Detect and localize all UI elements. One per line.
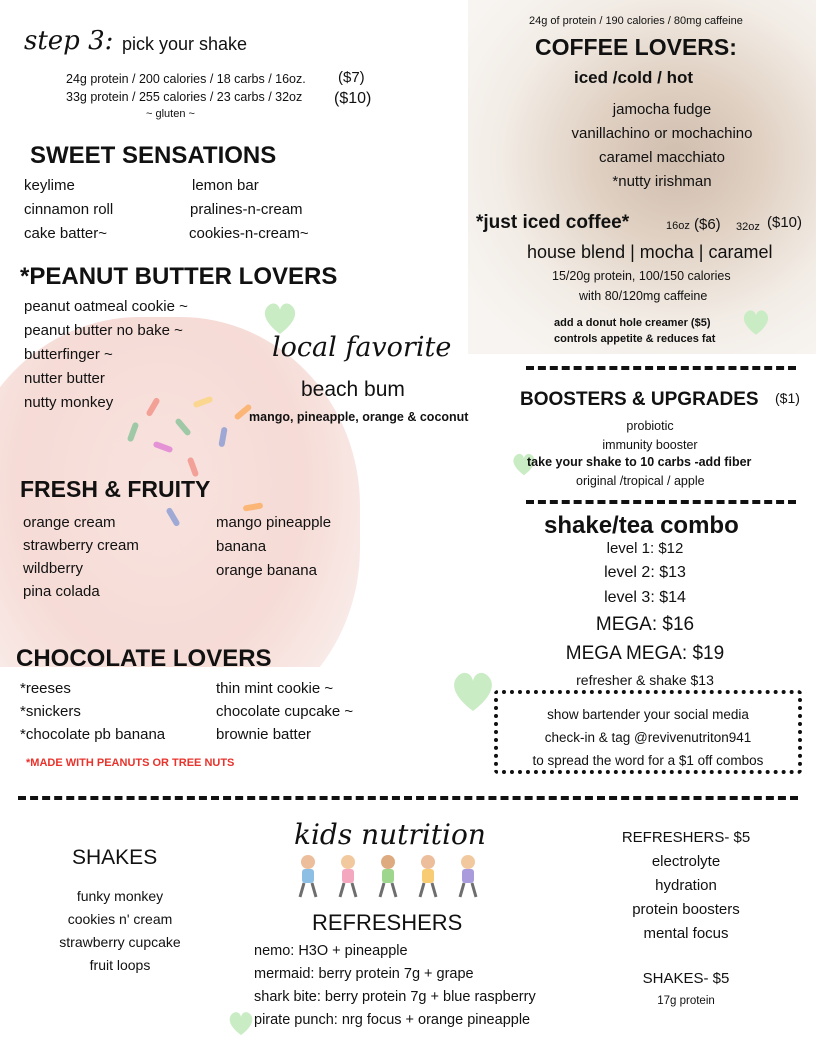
menu-item: jamocha fudge <box>612 101 712 118</box>
price-16oz: ($7) <box>338 69 365 86</box>
menu-item: keylime <box>24 177 75 194</box>
menu-item: electrolyte <box>651 853 721 870</box>
creamer-line-2: controls appetite & reduces fat <box>554 333 716 345</box>
separator <box>526 500 796 504</box>
sweet-col1 <box>24 174 113 246</box>
menu-item: *chocolate pb banana <box>20 726 166 743</box>
menu-item: *nutty irishman <box>612 173 712 190</box>
kids-shakes-list <box>30 885 210 977</box>
menu-item: *reeses <box>20 680 71 697</box>
menu-item: nutty monkey <box>24 394 114 411</box>
step-title: pick your shake <box>122 34 248 54</box>
fiber-upgrade: take your shake to 10 carbs -add fiber <box>527 455 752 469</box>
iced-size-32: 32oz <box>736 221 760 233</box>
kids-refreshers-list <box>254 940 536 1032</box>
coffee-header: 24g of protein / 190 calories / 80mg caffeine <box>529 15 743 27</box>
social-line: to spread the word for a $1 off combos <box>532 753 764 768</box>
creamer-line-1: add a donut hole creamer ($5) <box>554 317 711 329</box>
menu-item: lemon bar <box>192 177 259 194</box>
heart-icon <box>740 306 772 338</box>
fresh-title: FRESH & FRUITY <box>20 476 211 502</box>
separator <box>18 796 798 800</box>
boosters-title: BOOSTERS & UPGRADES <box>520 389 759 410</box>
menu-item: fruit loops <box>89 957 151 973</box>
menu-item: caramel macchiato <box>599 149 725 166</box>
right-refreshers <box>606 826 766 946</box>
sweet-title: SWEET SENSATIONS <box>30 142 277 169</box>
menu-item: funky monkey <box>76 888 164 904</box>
local-favorite-label: local favorite <box>272 332 452 363</box>
size-line-16oz: 24g protein / 200 calories / 18 carbs / 16oz. <box>66 72 306 86</box>
chocolate-col1 <box>20 677 165 746</box>
menu-item: probiotic <box>626 419 674 433</box>
peanut-title: *PEANUT BUTTER LOVERS <box>20 263 338 290</box>
price-32oz: ($10) <box>334 90 372 107</box>
local-favorite-desc: mango, pineapple, orange & coconut <box>249 410 469 424</box>
coffee-stats-2: with 80/120mg caffeine <box>579 289 708 303</box>
menu-item: peanut oatmeal cookie ~ <box>24 298 188 315</box>
chocolate-col2 <box>216 677 353 746</box>
menu-item: pina colada <box>23 583 100 600</box>
menu-item: cookies-n-cream~ <box>189 225 309 242</box>
menu-item: thin mint cookie ~ <box>216 680 334 697</box>
menu-item: orange cream <box>23 514 116 531</box>
step-label: step 3: <box>24 26 114 56</box>
menu-item: immunity booster <box>602 438 698 452</box>
menu-item: cookies n' cream <box>67 911 173 927</box>
social-line: show bartender your social media <box>547 707 749 722</box>
kids-dancing-icon <box>288 852 488 902</box>
coffee-flavors: house blend | mocha | caramel <box>527 242 773 262</box>
fresh-col1 <box>23 511 139 603</box>
social-text <box>498 703 798 772</box>
menu-item: pralines-n-cream <box>190 201 303 218</box>
social-line: check-in & tag @revivenutriton941 <box>544 730 752 745</box>
menu-item: vanillachino or mochachino <box>571 125 753 142</box>
menu-item: brownie batter <box>216 726 312 743</box>
menu-item: cinnamon roll <box>24 201 114 218</box>
menu-item: chocolate cupcake ~ <box>216 703 354 720</box>
right-shakes-title: SHAKES- $5 <box>642 970 730 987</box>
iced-price-32: ($10) <box>767 214 803 231</box>
menu-item: nemo: H3O + pineapple <box>254 943 408 959</box>
heart-icon <box>226 1008 256 1038</box>
right-refreshers-title: REFRESHERS- $5 <box>621 829 751 846</box>
combo-level-2: level 2: $13 <box>604 564 686 581</box>
coffee-title: COFFEE LOVERS: <box>535 34 737 60</box>
coffee-list <box>542 98 782 194</box>
allergen-note: *MADE WITH PEANUTS OR TREE NUTS <box>26 757 235 769</box>
menu-item: nutter butter <box>24 370 105 387</box>
right-shakes-note: 17g protein <box>657 995 715 1007</box>
menu-item: banana <box>216 538 267 555</box>
size-line-32oz: 33g protein / 255 calories / 23 carbs / 32oz <box>66 90 303 104</box>
gluten-note: ~ gluten ~ <box>146 108 195 120</box>
menu-item: protein boosters <box>632 901 740 918</box>
chocolate-title: CHOCOLATE LOVERS <box>16 645 272 672</box>
menu-item: mango pineapple <box>216 514 332 531</box>
combo-mega: MEGA: $16 <box>595 614 695 635</box>
menu-item: shark bite: berry protein 7g + blue raspberry <box>254 989 536 1005</box>
kids-shakes-title: SHAKES <box>72 846 158 869</box>
menu-item: mermaid: berry protein 7g + grape <box>254 966 474 982</box>
boosters-list <box>550 417 750 455</box>
menu-item: mental focus <box>643 925 729 942</box>
iced-size-16: 16oz <box>666 220 690 232</box>
separator <box>526 366 796 370</box>
menu-item: hydration <box>655 877 717 894</box>
heart-icon <box>448 666 498 716</box>
peanut-list <box>24 295 188 415</box>
local-favorite-name: beach bum <box>301 378 405 401</box>
menu-item: butterfinger ~ <box>24 346 113 363</box>
combo-level-3: level 3: $14 <box>604 589 686 606</box>
kids-refreshers-title: REFRESHERS <box>312 910 463 935</box>
menu-item: *snickers <box>20 703 81 720</box>
menu-item: orange banana <box>216 562 317 579</box>
menu-item: cake batter~ <box>24 225 107 242</box>
coffee-stats-1: 15/20g protein, 100/150 calories <box>552 269 731 283</box>
iced-price-16: ($6) <box>694 216 721 233</box>
kids-nutrition-label: kids nutrition <box>294 818 486 851</box>
boosters-price: ($1) <box>775 390 800 406</box>
combo-level-1: level 1: $12 <box>606 540 684 557</box>
combo-refresher: refresher & shake $13 <box>576 672 714 688</box>
fresh-col2 <box>216 511 331 583</box>
menu-item: strawberry cream <box>23 537 139 554</box>
sweet-col2 <box>189 174 309 246</box>
menu-item: wildberry <box>23 560 84 577</box>
fiber-options: original /tropical / apple <box>576 474 705 488</box>
iced-coffee-title: *just iced coffee* <box>476 212 630 233</box>
combo-mega-mega: MEGA MEGA: $19 <box>565 643 725 664</box>
menu-item: pirate punch: nrg focus + orange pineapple <box>254 1012 531 1028</box>
menu-item: strawberry cupcake <box>59 934 181 950</box>
combo-title: shake/tea combo <box>544 512 739 539</box>
coffee-subtitle: iced /cold / hot <box>574 68 694 87</box>
menu-item: peanut butter no bake ~ <box>24 322 183 339</box>
